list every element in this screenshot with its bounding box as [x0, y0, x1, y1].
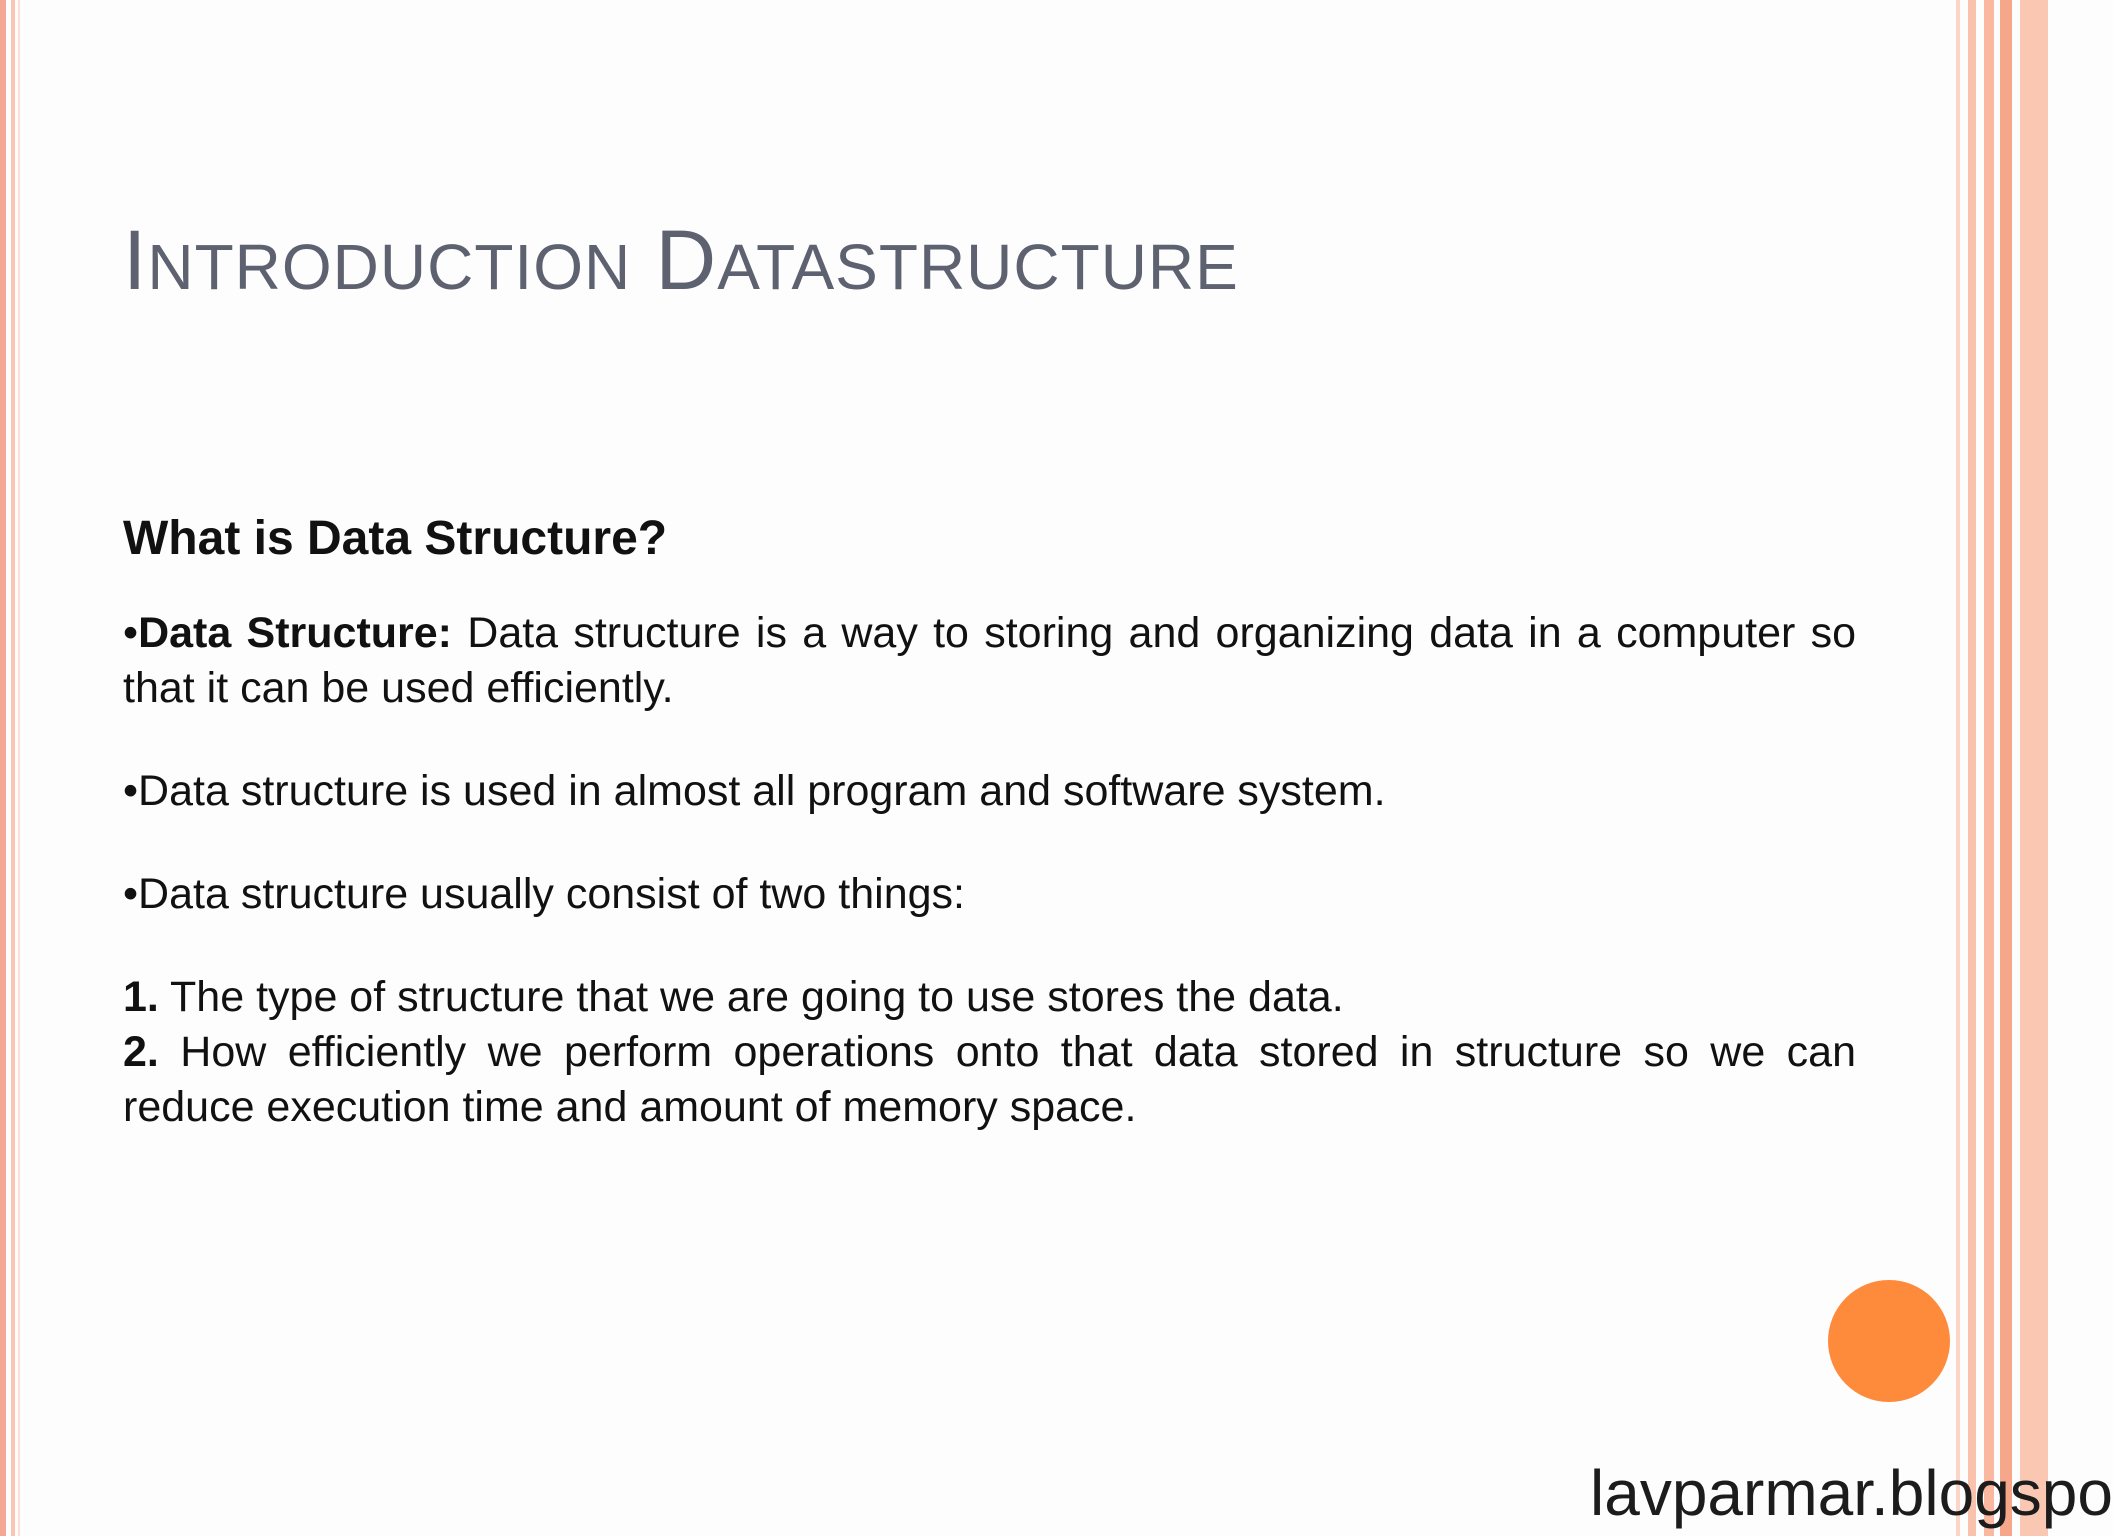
question-heading: What is Data Structure?: [123, 512, 668, 565]
item-number: 1.: [123, 973, 159, 1021]
right-frame-line: [1984, 0, 1994, 1536]
bullet-components: •Data structure usually consist of two things:: [123, 870, 965, 918]
title-initial: I: [123, 213, 148, 307]
numbered-item-1: [123, 970, 1856, 1025]
accent-circle: [1828, 1280, 1950, 1402]
right-frame-line: [1968, 0, 1976, 1536]
left-frame-line: [11, 0, 15, 1536]
slide-body: [123, 504, 1856, 1135]
item-text: How efficiently we perform operations onto that data stored in structure so we can reduce execution time and amount of memory space.: [123, 1028, 1856, 1131]
right-frame-line: [2020, 0, 2048, 1536]
definition-text: Data structure is a way to storing and organizing data in a computer so that it can be used efficiently.: [123, 609, 1856, 712]
title-word: NTRODUCTION: [147, 231, 632, 303]
left-frame-line: [18, 0, 20, 1536]
bullet-marker: •: [123, 609, 139, 657]
bullet-usage: •Data structure is used in almost all program and software system.: [123, 767, 1386, 815]
left-frame-line: [0, 0, 6, 1536]
right-frame-line: [2000, 0, 2012, 1536]
definition-term: Data Structure:: [138, 609, 452, 657]
title-word: ATASTRUCTURE: [717, 231, 1239, 303]
bullet-definition: [123, 606, 1856, 716]
item-number: 2.: [123, 1028, 159, 1076]
numbered-item-2: [123, 1025, 1856, 1135]
title-initial: D: [655, 213, 718, 307]
watermark-text: lavparmar.blogspo: [1590, 1457, 2113, 1529]
item-text: The type of structure that we are going to use stores the data.: [158, 973, 1344, 1021]
slide-title: [123, 212, 1239, 309]
right-frame-line: [1956, 0, 1960, 1536]
